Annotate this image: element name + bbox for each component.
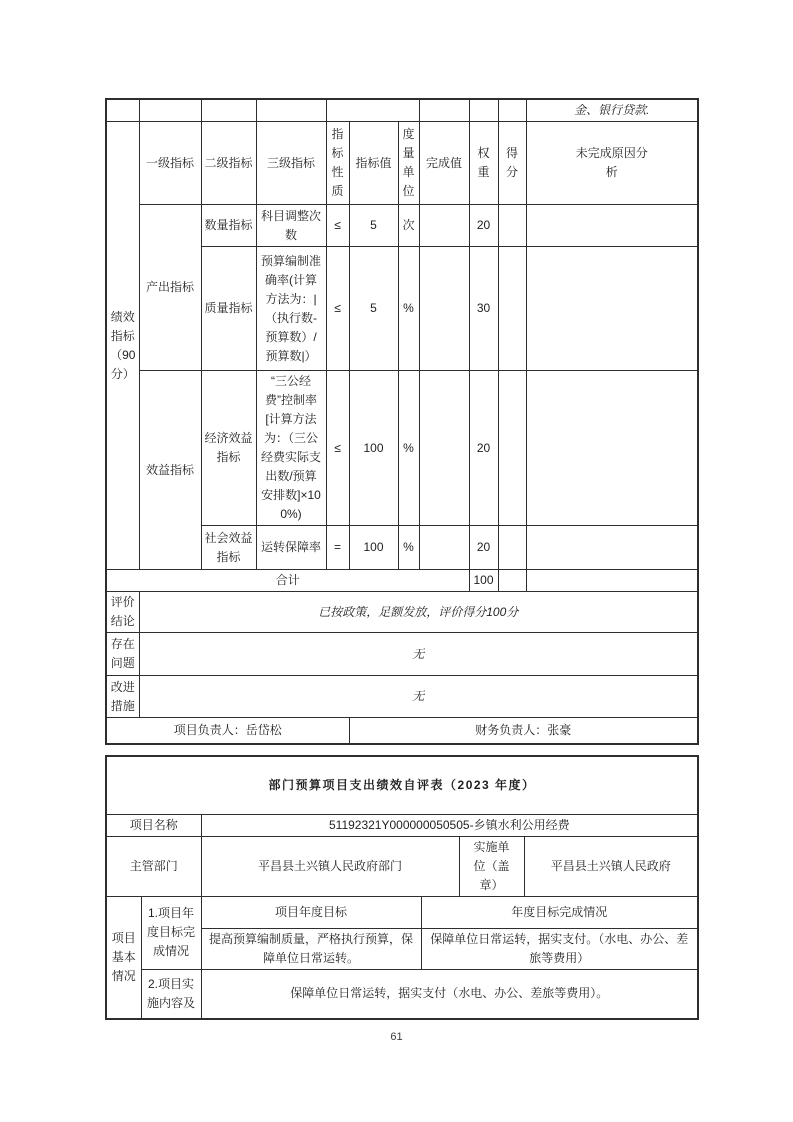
cell-score: [498, 526, 526, 570]
cell-level1: 产出指标: [139, 205, 201, 371]
title-row: [106, 756, 698, 814]
empty-cell: [256, 99, 326, 122]
annual-goal-row-label-cell: 1.项目年度目标完成情况: [141, 896, 201, 969]
cell-level2: 经济效益指标: [201, 371, 256, 526]
carryover-row: [106, 99, 698, 122]
project-name-label-cell: 项目名称: [106, 814, 201, 836]
self-evaluation-table: [105, 755, 699, 1020]
cell-score: [498, 205, 526, 247]
improvements-row: [106, 676, 698, 718]
implementing-unit-label-cell: [459, 836, 524, 896]
goal-header-row: [106, 896, 698, 928]
department-label-cell: 主管部门: [106, 836, 201, 896]
cell-level3: 预算编制准确率(计算方法为：|（执行数-预算数）/预算数|）: [256, 247, 326, 371]
header-level1-indicator: 一级指标: [139, 122, 201, 205]
annual-goal-text-cell: 提高预算编制质量，严格执行预算，保障单位日常运转。: [201, 928, 421, 969]
cell-nature: =: [326, 526, 349, 570]
header-level2-indicator: 二级指标: [201, 122, 256, 205]
cell-score: [498, 247, 526, 371]
cell-level3: “三公经费”控制率[计算方法为：（三公经费实际支出数/预算安排数]×100%): [256, 371, 326, 526]
cell-reason: [526, 205, 698, 247]
basic-info-label-cell: 项目基本情况: [106, 896, 141, 1019]
cell-score: [498, 371, 526, 526]
cell-level2: 质量指标: [201, 247, 256, 371]
project-manager-cell: 项目负责人：岳岱松: [106, 718, 349, 744]
header-incomplete-reason-text: 未完成原因分析: [575, 146, 648, 179]
header-measure-unit: 度量单位: [398, 122, 419, 205]
cell-level3: 科目调整次数: [256, 205, 326, 247]
implementing-unit-label-text: 实施单位（盖章）: [473, 839, 510, 892]
total-label-cell: 合计: [106, 570, 469, 592]
implementation-row: [106, 969, 698, 1019]
cell-reason: [526, 247, 698, 371]
header-score: 得分: [498, 122, 526, 205]
indicator-header-row: [106, 122, 698, 205]
project-name-row: [106, 814, 698, 836]
conclusion-row: [106, 592, 698, 633]
empty-cell: [201, 99, 256, 122]
cell-completion-value: [419, 247, 469, 371]
cell-unit: 次: [398, 205, 419, 247]
cell-target-value: 100: [349, 526, 398, 570]
table-title: 部门预算项目支出绩效自评表（2023 年度）: [106, 756, 698, 814]
finance-manager-cell: 财务负责人：张豪: [349, 718, 698, 744]
improvements-label-cell: 改进措施: [106, 676, 139, 718]
total-reason-cell: [526, 570, 698, 592]
implementing-unit-value-cell: 平昌县土兴镇人民政府: [524, 836, 698, 896]
problems-row: [106, 633, 698, 676]
goal-completion-header-cell: 年度目标完成情况: [421, 896, 698, 928]
header-indicator-value: 指标值: [349, 122, 398, 205]
implementation-row-label-cell: 2.项目实施内容及: [141, 969, 201, 1019]
cell-weight: 30: [469, 247, 498, 371]
total-score-cell: [498, 570, 526, 592]
empty-cell: [106, 99, 139, 122]
cell-weight: 20: [469, 526, 498, 570]
cell-unit: %: [398, 247, 419, 371]
cell-weight: 20: [469, 371, 498, 526]
problems-text-cell: 无: [139, 633, 698, 676]
cell-unit: %: [398, 526, 419, 570]
carryover-text-cell: 金、银行贷款.: [526, 99, 698, 122]
cell-target-value: 5: [349, 205, 398, 247]
cell-completion-value: [419, 371, 469, 526]
empty-cell: [498, 99, 526, 122]
cell-nature: ≤: [326, 371, 349, 526]
cell-reason: [526, 371, 698, 526]
empty-cell: [469, 99, 498, 122]
header-level3-indicator: 三级指标: [256, 122, 326, 205]
empty-cell: [326, 99, 419, 122]
annual-goal-header-cell: 项目年度目标: [201, 896, 421, 928]
performance-indicator-table: [105, 98, 699, 745]
cell-level2: 数量指标: [201, 205, 256, 247]
total-weight-cell: 100: [469, 570, 498, 592]
improvements-text-cell: 无: [139, 676, 698, 718]
indicator-row-quantity: [106, 205, 698, 247]
conclusion-label-cell: 评价结论: [106, 592, 139, 633]
header-indicator-nature: 指标性质: [326, 122, 349, 205]
cell-completion-value: [419, 526, 469, 570]
project-name-value-cell: 51192321Y000000050505-乡镇水利公用经费: [201, 814, 698, 836]
cell-nature: ≤: [326, 205, 349, 247]
header-weight: 权重: [469, 122, 498, 205]
header-completion-value: 完成值: [419, 122, 469, 205]
cell-target-value: 100: [349, 371, 398, 526]
department-value-cell: 平昌县土兴镇人民政府部门: [201, 836, 459, 896]
department-row: [106, 836, 698, 896]
cell-nature: ≤: [326, 247, 349, 371]
performance-group-label: 绩效指标（90分）: [106, 122, 139, 570]
empty-cell: [419, 99, 469, 122]
cell-reason: [526, 526, 698, 570]
signature-row: [106, 718, 698, 744]
empty-cell: [139, 99, 201, 122]
implementation-text-cell: 保障单位日常运转，据实支付（水电、办公、差旅等费用）。: [201, 969, 698, 1019]
cell-level1: 效益指标: [139, 371, 201, 570]
cell-target-value: 5: [349, 247, 398, 371]
cell-level3: 运转保障率: [256, 526, 326, 570]
cell-level2: 社会效益指标: [201, 526, 256, 570]
header-incomplete-reason: [526, 122, 698, 205]
cell-unit: %: [398, 371, 419, 526]
page-number: 61: [390, 1031, 403, 1043]
goal-completion-text-cell: 保障单位日常运转，据实支付。（水电、办公、差旅等费用）: [421, 928, 698, 969]
indicator-row-economic: [106, 371, 698, 526]
cell-weight: 20: [469, 205, 498, 247]
total-row: [106, 570, 698, 592]
conclusion-text-cell: 已按政策，足额发放，评价得分100分: [139, 592, 698, 633]
cell-completion-value: [419, 205, 469, 247]
problems-label-cell: 存在问题: [106, 633, 139, 676]
